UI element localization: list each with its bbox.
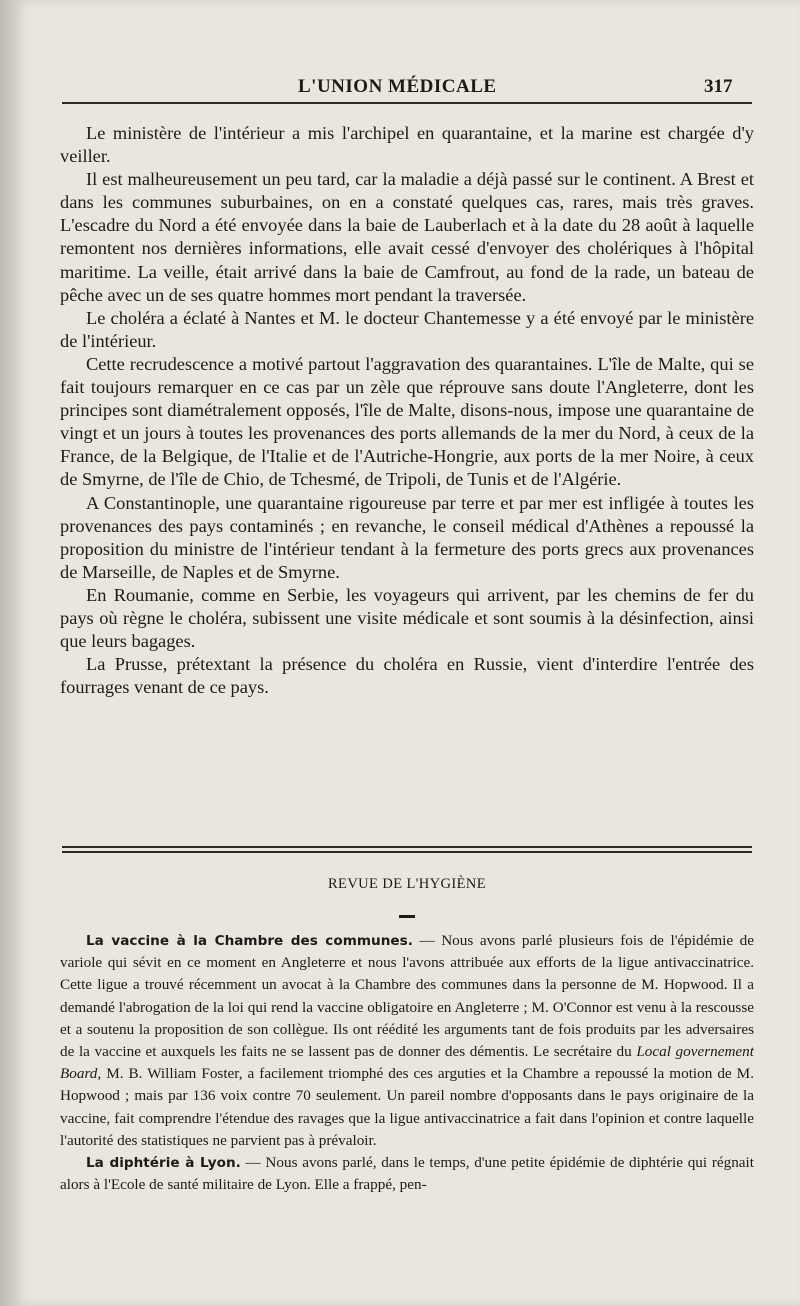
page-header	[14, 72, 800, 102]
paragraph: Cette recrudescence a motivé partout l'aggravation des quarantaines. L'île de Malte, qui se fait toujours remarquer en ce cas par un zèle que réprouve sans doute l'Angleterre, dont les principes sont diamétralement opposés, l'île de Malte, disons-nous, impose une quarantaine de vingt et un jours à toutes les provenances des ports allemands de la mer du Nord, à ceux de la France, de la Belgique, de l'Italie et de l'Autriche-Hongrie, aux ports de la mer Noire, à ceux de Smyrne, de l'île de Chio, de Tchesmé, de Tripoli, de Tunis et de l'Algérie.	[60, 353, 754, 490]
title-ornament	[399, 915, 415, 918]
article-vaccine	[60, 930, 754, 1152]
section-divider-bottom	[62, 851, 752, 853]
page-edge	[0, 0, 14, 1306]
section-divider-top	[62, 846, 752, 848]
book-page	[14, 0, 800, 1306]
paragraph: En Roumanie, comme en Serbie, les voyageurs qui arrivent, par les chemins de fer du pays où règne le choléra, subissent une visite médicale et sont soumis à la désinfection, ainsi que leurs bagages.	[60, 584, 754, 652]
article-lead: La diphtérie à Lyon.	[86, 1155, 241, 1172]
page-number: 317	[704, 76, 733, 97]
paragraph: Le ministère de l'intérieur a mis l'archipel en quarantaine, et la marine est chargée d'y veiller.	[60, 123, 754, 167]
section-title: REVUE DE L'HYGIÈNE	[327, 876, 486, 892]
article-diphtheria	[60, 1152, 754, 1196]
header-rule	[62, 102, 752, 104]
article-italic: Local governement Board	[60, 1043, 754, 1083]
article-lead: La vaccine à la Chambre des communes.	[86, 933, 413, 949]
paragraph: A Constantinople, une quarantaine rigoureuse par terre et par mer est infligée à toutes les provenances des pays contaminés ; en revanche, le conseil médical d'Athènes a repoussé la proposition du ministre de l'intérieur tendant à la fermeture des ports grecs aux provenances de Marseille, de Naples et de Smyrne.	[60, 492, 754, 582]
article-body: — Nous avons parlé plusieurs fois de l'épidémie de variole qui sévit en ce moment en Angleterre et nous l'avons attribuée aux efforts de la ligue antivaccinatrice. Cette ligue a trouvé récemment un avocat à la Chambre des communes dans la personne de M. Hopwood. Il a demandé l'abrogation de la loi qui rend la vaccine obligatoire en Angleterre ; M. O'Connor est venu à la rescousse et a soutenu la proposition de son collègue. Ils ont réédité les arguments tant de fois produits par les adversaires de la vaccine et auxquels les faits ne se lassent pas de donner des démentis. Le secrétaire du	[60, 932, 755, 1061]
article-body: — Nous avons parlé, dans le temps, d'une petite épidémie de diphtérie qui régnait alors à l'Ecole de santé militaire de Lyon. Elle a frappé, pen-	[60, 1154, 754, 1194]
hygiene-review-text	[60, 930, 754, 1196]
running-title: L'UNION MÉDICALE	[298, 76, 497, 97]
paragraph: Le choléra a éclaté à Nantes et M. le docteur Chantemesse y a été envoyé par le ministère de l'intérieur.	[60, 307, 754, 351]
paragraph: Il est malheureusement un peu tard, car la maladie a déjà passé sur le continent. A Brest et dans les communes suburbaines, on en a constaté quelques cas, rares, mais très graves. L'escadre du Nord a été envoyée dans la baie de Lauberlach et à la date du 28 août à laquelle remontent nos dernières informations, elle avait cessé d'envoyer des cholériques à l'hôpital maritime. La veille, était arrivé dans la baie de Camfrout, au fond de la rade, un bateau de pêche avec un de ses quatre hommes mort pendant la traversée.	[60, 169, 754, 305]
main-text	[60, 122, 754, 699]
article-body: , M. B. William Foster, a facilement triomphé des ces arguties et la Chambre a repoussé la motion de M. Hopwood ; mais par 136 voix contre 70 seulement. Un pareil nombre d'opposants dans le pays originaire de la vaccine, fait comprendre l'étendue des ravages que la ligue antivaccinatrice a fait dans l'opinion et contre laquelle l'autorité des statistiques ne parvient pas à prévaloir.	[60, 1065, 754, 1149]
paragraph: La Prusse, prétextant la présence du choléra en Russie, vient d'interdire l'entrée des fourrages venant de ce pays.	[60, 654, 754, 698]
